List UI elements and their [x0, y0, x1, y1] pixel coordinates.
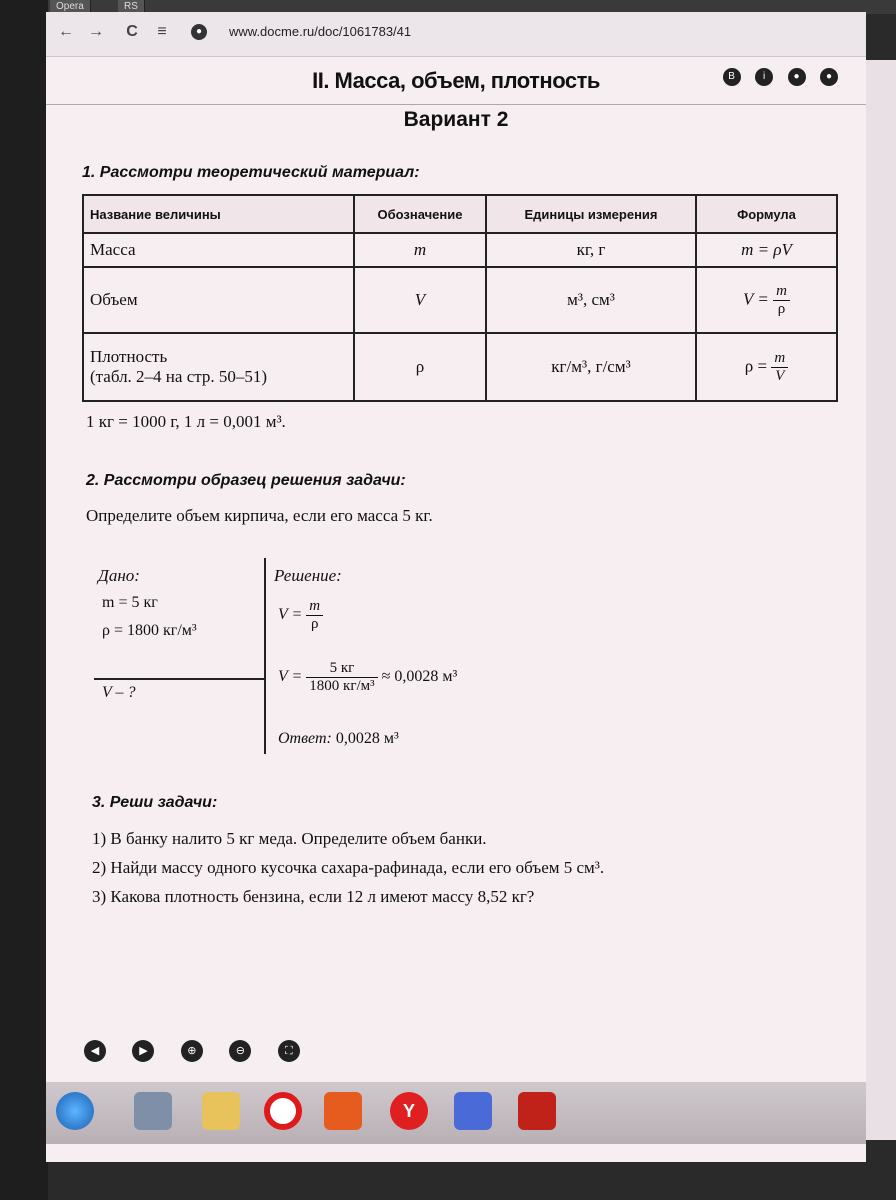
formula-fraction [773, 283, 790, 318]
start-icon[interactable] [56, 1092, 94, 1130]
find-label: V – ? [102, 684, 136, 701]
menu-lines-icon[interactable]: ≡ [157, 23, 167, 40]
list-item: 3) Какова плотность бензина, если 12 л имеют массу 8,52 кг? [92, 887, 535, 906]
media-icon[interactable] [324, 1092, 362, 1130]
solution2-numerator: 5 кг [306, 660, 377, 678]
b-icon[interactable]: B [723, 68, 741, 86]
viewer-controls [84, 1040, 322, 1062]
solution2-fraction [306, 660, 377, 695]
pdf-icon[interactable] [518, 1092, 556, 1130]
back-arrow-icon[interactable]: ← [58, 23, 74, 40]
cell-symbol: V [354, 267, 486, 333]
col-name: Название величины [83, 195, 354, 233]
solution1-denominator: ρ [310, 616, 319, 632]
paint-icon[interactable] [454, 1092, 492, 1130]
section3-heading: 3. Реши задачи: [92, 794, 218, 811]
site-info-icon[interactable]: ● [191, 24, 207, 40]
solution1-fraction [306, 598, 323, 633]
section1-heading: 1. Рассмотри теоретический материал: [82, 164, 420, 181]
opera-icon[interactable] [264, 1092, 302, 1130]
theory-table [82, 194, 838, 402]
solution2-result: ≈ 0,0028 м³ [381, 668, 458, 686]
header-divider [46, 104, 866, 105]
section2-heading: 2. Рассмотри образец решения задачи: [86, 472, 406, 489]
circle-icon-2[interactable]: ● [820, 68, 838, 86]
page-title: II. Масса, объем, плотность [312, 68, 600, 93]
col-units: Единицы измерения [486, 195, 696, 233]
formula-lhs: ρ = [744, 355, 768, 375]
solution-step-2 [278, 660, 457, 695]
folder-icon[interactable] [202, 1092, 240, 1130]
formula-denominator: ρ [777, 300, 786, 317]
document-header [46, 58, 866, 104]
cell-formula [696, 267, 837, 333]
solution-divider [264, 558, 266, 754]
solution-label: Решение: [274, 566, 342, 585]
cell-formula: m = ρV [696, 233, 837, 267]
url-text: www.docme.ru/doc/1061783/41 [229, 24, 412, 39]
answer-label: Ответ: [278, 730, 332, 747]
zoom-in-icon[interactable]: ⊕ [181, 1040, 203, 1062]
table-row [83, 267, 837, 333]
browser-window [46, 12, 866, 1162]
cell-units: м³, см³ [486, 267, 696, 333]
browser-tab-opera[interactable]: Opera [50, 0, 91, 14]
cell-units: кг/м³, г/см³ [486, 333, 696, 401]
col-formula: Формула [696, 195, 837, 233]
table-row [83, 233, 837, 267]
answer-line [278, 730, 399, 748]
cell-symbol: m [354, 233, 486, 267]
zoom-out-icon[interactable]: ⊖ [229, 1040, 251, 1062]
browser-tab-rs[interactable]: RS [118, 0, 145, 14]
formula-fraction [771, 350, 788, 385]
cell-symbol: ρ [354, 333, 486, 401]
given-density: ρ = 1800 кг/м³ [102, 622, 197, 639]
cell-units: кг, г [486, 233, 696, 267]
formula-numerator: m [771, 350, 788, 368]
cell-formula [696, 333, 837, 401]
answer-value: 0,0028 м³ [335, 730, 399, 747]
files-icon[interactable] [134, 1092, 172, 1130]
forward-arrow-icon[interactable]: → [88, 23, 104, 40]
variant-heading: Вариант 2 [403, 108, 509, 131]
solution1-numerator: m [306, 598, 323, 616]
given-divider [94, 678, 266, 680]
fullscreen-icon[interactable]: ⛶ [278, 1040, 300, 1062]
yandex-icon[interactable]: Y [390, 1092, 428, 1130]
header-icons [713, 66, 838, 86]
tasks-list [92, 824, 604, 911]
monitor-bezel [0, 0, 48, 1200]
given-label: Дано: [98, 566, 140, 585]
circle-icon[interactable]: ● [788, 68, 806, 86]
cell-name [83, 333, 354, 401]
taskbar [46, 1082, 866, 1144]
solution1-lhs: V = [278, 606, 303, 624]
prev-page-icon[interactable]: ◀ [84, 1040, 106, 1062]
reload-icon[interactable]: C [126, 23, 138, 40]
cell-name-note: (табл. 2–4 на стр. 50–51) [90, 367, 268, 386]
list-item: 1) В банку налито 5 кг меда. Определите объем банки. [92, 829, 487, 848]
unit-conversion-note: 1 кг = 1000 г, 1 л = 0,001 м³. [86, 412, 286, 431]
formula-numerator: m [773, 283, 790, 301]
solution2-denominator: 1800 кг/м³ [309, 678, 375, 694]
solution-step-1 [278, 598, 323, 633]
problem-text: Определите объем кирпича, если его масса 5 кг. [86, 506, 433, 525]
cell-name-main: Плотность [90, 347, 168, 366]
given-mass: m = 5 кг [102, 594, 158, 611]
formula-denominator: V [775, 367, 785, 384]
cell-name: Объем [83, 267, 354, 333]
formula-lhs: V = [743, 288, 769, 308]
url-field[interactable] [191, 20, 471, 46]
col-symbol: Обозначение [354, 195, 486, 233]
list-item: 2) Найди массу одного кусочка сахара-рафинада, если его объем 5 см³. [92, 858, 605, 877]
table-row [83, 333, 837, 401]
next-page-icon[interactable]: ▶ [132, 1040, 154, 1062]
solution2-lhs: V = [278, 668, 303, 686]
background-window-edge [866, 60, 896, 1140]
info-icon[interactable]: i [755, 68, 773, 86]
address-bar-area [46, 12, 866, 57]
cell-name: Масса [83, 233, 354, 267]
